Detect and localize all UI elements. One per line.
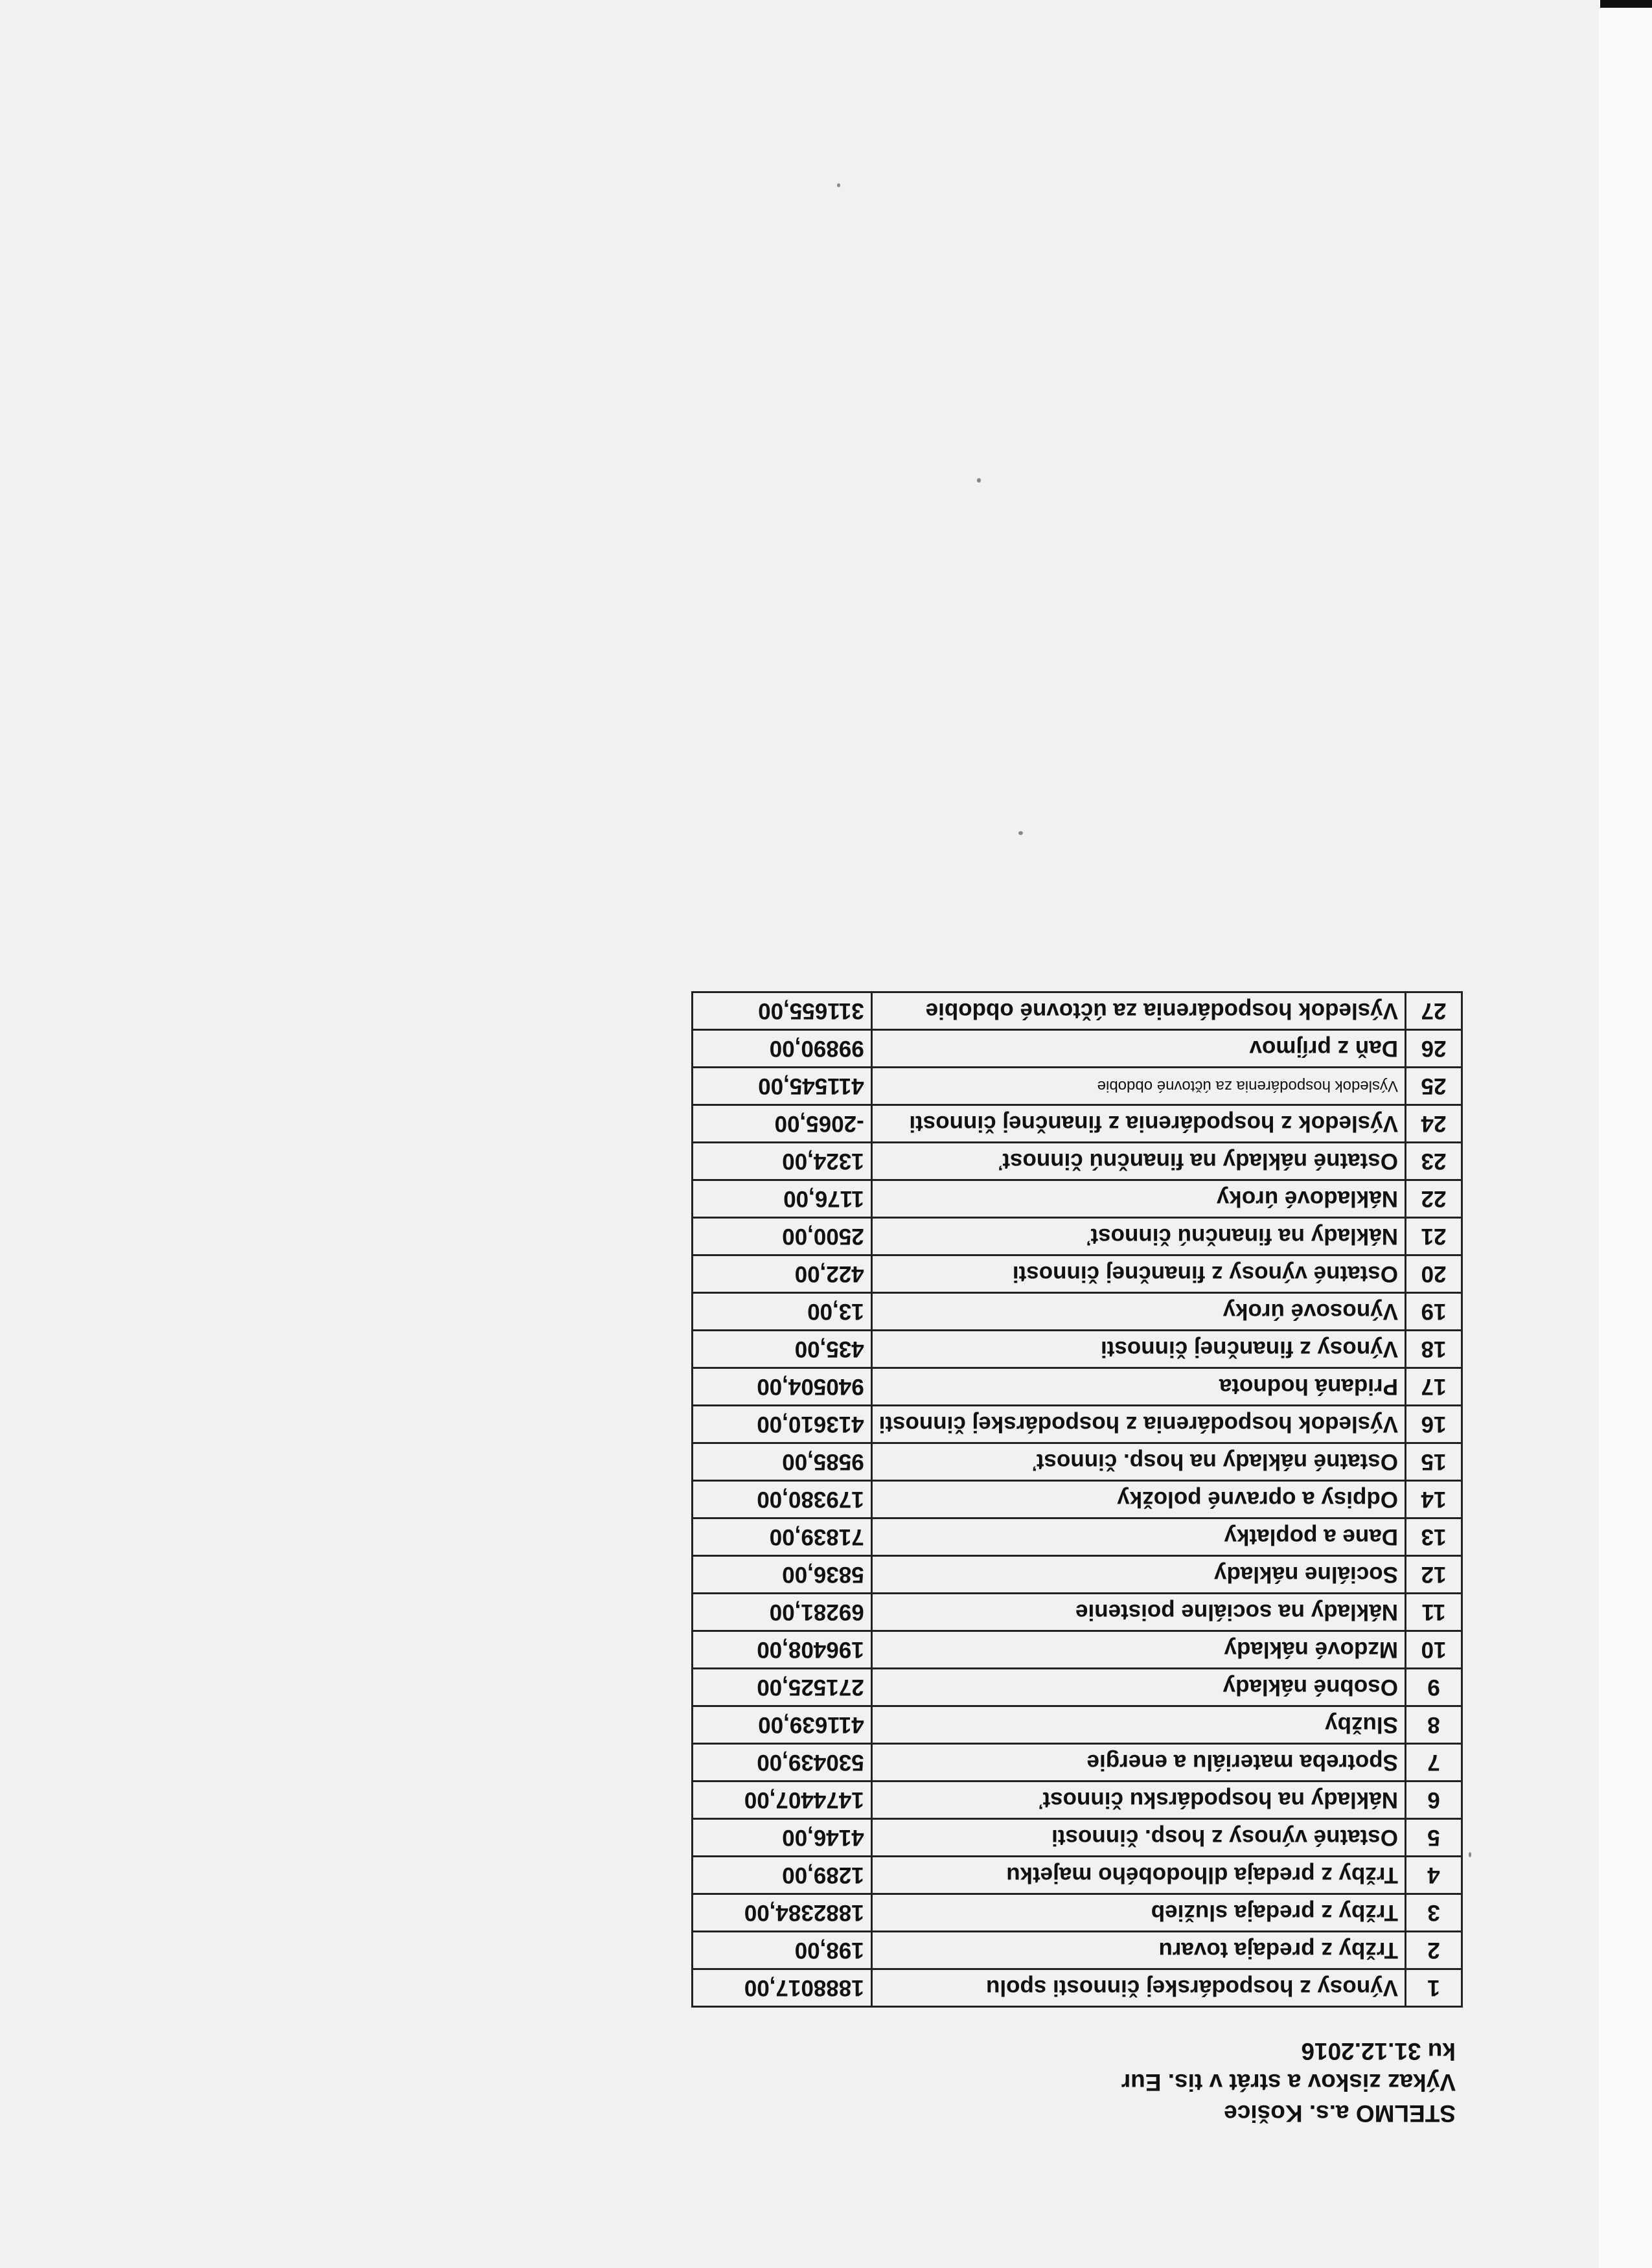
row-item-value: 5836,00 [692,1556,871,1594]
row-item-value: 198,00 [692,1932,871,1969]
table-row [692,1594,1462,1631]
row-item-value: 71839,00 [692,1518,871,1556]
table-row [692,1443,1462,1481]
row-item-name: Výnosy z hospodárskej činnosti spolu [871,1969,1405,2007]
row-item-value: 413610,00 [692,1406,871,1443]
document-header [1121,2035,1456,2129]
table-row [692,1894,1462,1932]
row-item-value: 1888017,00 [692,1969,871,2007]
row-item-value: 422,00 [692,1255,871,1293]
row-item-value: 271525,00 [692,1669,871,1706]
row-number: 19 [1406,1293,1462,1331]
row-item-name: Výnosy z finančnej činnosti [871,1331,1405,1368]
row-number: 14 [1406,1481,1462,1518]
row-item-name: Tržby z predaja služieb [871,1894,1405,1932]
row-item-name: Výsledok hospodárenia za účtovné obdobie [871,1068,1405,1105]
row-number: 21 [1406,1218,1462,1255]
row-number: 26 [1406,1030,1462,1068]
row-item-value: 411545,00 [692,1068,871,1105]
row-item-value: 99890,00 [692,1030,871,1068]
row-number: 9 [1406,1669,1462,1706]
table-row [692,1669,1462,1706]
row-item-name: Ostatné náklady na finančnú činnosť [871,1143,1405,1180]
row-number: 11 [1406,1594,1462,1631]
report-date: ku 31.12.2016 [1301,2038,1456,2065]
row-number: 10 [1406,1631,1462,1669]
row-number: 18 [1406,1331,1462,1368]
row-item-name: Náklady na sociálne poistenie [871,1594,1405,1631]
row-number: 24 [1406,1105,1462,1143]
row-item-value: 13,00 [692,1293,871,1331]
row-item-value: 1474407,00 [692,1781,871,1819]
row-item-value: 179380,00 [692,1481,871,1518]
income-statement-table [691,991,1463,2008]
table-row [692,1857,1462,1894]
row-item-value: 1289,00 [692,1857,871,1894]
row-item-name: Ostatné výnosy z finančnej činnosti [871,1255,1405,1293]
table-row [692,1293,1462,1331]
row-item-name: Výsledok z hospodárenia z finančnej činnosti [871,1105,1405,1143]
row-number: 20 [1406,1255,1462,1293]
row-item-name: Daň z príjmov [871,1030,1405,1068]
table-row [692,1331,1462,1368]
row-item-name: Pridaná hodnota [871,1368,1405,1406]
table-row [692,1105,1462,1143]
row-number: 8 [1406,1706,1462,1744]
table-row [692,1744,1462,1781]
row-item-name: Mzdové náklady [871,1631,1405,1669]
row-number: 6 [1406,1781,1462,1819]
row-item-name: Dane a poplatky [871,1518,1405,1556]
row-item-value: 1882384,00 [692,1894,871,1932]
row-number: 17 [1406,1368,1462,1406]
table-row [692,1932,1462,1969]
table-row [692,1631,1462,1669]
row-item-name: Služby [871,1706,1405,1744]
row-item-name: Osobné náklady [871,1669,1405,1706]
row-number: 16 [1406,1406,1462,1443]
row-number: 12 [1406,1556,1462,1594]
report-title: Výkaz ziskov a strát v tis. Eur [1121,2069,1456,2096]
row-item-value: 9585,00 [692,1443,871,1481]
row-item-value: 435,00 [692,1331,871,1368]
row-item-value: 1176,00 [692,1180,871,1218]
table-row [692,1255,1462,1293]
row-number: 23 [1406,1143,1462,1180]
row-item-name: Odpisy a opravné položky [871,1481,1405,1518]
row-number: 7 [1406,1744,1462,1781]
row-item-value: 411639,00 [692,1706,871,1744]
row-item-value: 69281,00 [692,1594,871,1631]
table-row [692,1969,1462,2007]
row-number: 15 [1406,1443,1462,1481]
row-number: 5 [1406,1819,1462,1857]
row-item-value: 196408,00 [692,1631,871,1669]
row-item-value: 530439,00 [692,1744,871,1781]
table-row [692,1406,1462,1443]
row-number: 13 [1406,1518,1462,1556]
row-item-name: Ostatné výnosy z hosp. činnosti [871,1819,1405,1857]
row-item-name: Spotreba materiálu a energie [871,1744,1405,1781]
row-item-value: 311655,00 [692,992,871,1030]
table-row [692,1518,1462,1556]
table-row [692,1819,1462,1857]
row-item-value: 4146,00 [692,1819,871,1857]
row-number: 4 [1406,1857,1462,1894]
table-row [692,1068,1462,1105]
row-item-value: 2500,00 [692,1218,871,1255]
company-name: STELMO a.s. Košice [1224,2100,1456,2127]
table-row [692,1706,1462,1744]
row-item-value: 940504,00 [692,1368,871,1406]
row-item-name: Tržby z predaja dlhodobého majetku [871,1857,1405,1894]
row-item-name: Výsledok hospodárenia z hospodárskej činnosti [871,1406,1405,1443]
row-item-name: Náklady na finančnú činnosť [871,1218,1405,1255]
table-row [692,1556,1462,1594]
table-row [692,1781,1462,1819]
row-item-name: Tržby z predaja tovaru [871,1932,1405,1969]
row-item-value: -2065,00 [692,1105,871,1143]
row-number: 25 [1406,1068,1462,1105]
table-row [692,1218,1462,1255]
row-item-name: Nákladové úroky [871,1180,1405,1218]
table-row [692,1481,1462,1518]
row-item-name: Ostatné náklady na hosp. činnosť [871,1443,1405,1481]
table-row [692,1180,1462,1218]
row-number: 22 [1406,1180,1462,1218]
row-number: 27 [1406,992,1462,1030]
row-number: 1 [1406,1969,1462,2007]
row-item-name: Sociálne náklady [871,1556,1405,1594]
table-row [692,1143,1462,1180]
row-item-name: Výnosové úroky [871,1293,1405,1331]
row-item-value: 1324,00 [692,1143,871,1180]
row-number: 2 [1406,1932,1462,1969]
table-row [692,1030,1462,1068]
table-row [692,992,1462,1030]
row-item-name: Náklady na hospodársku činnosť [871,1781,1405,1819]
row-number: 3 [1406,1894,1462,1932]
row-item-name: Výsledok hospodárenia za účtovné obdobie [871,992,1405,1030]
table-row [692,1368,1462,1406]
